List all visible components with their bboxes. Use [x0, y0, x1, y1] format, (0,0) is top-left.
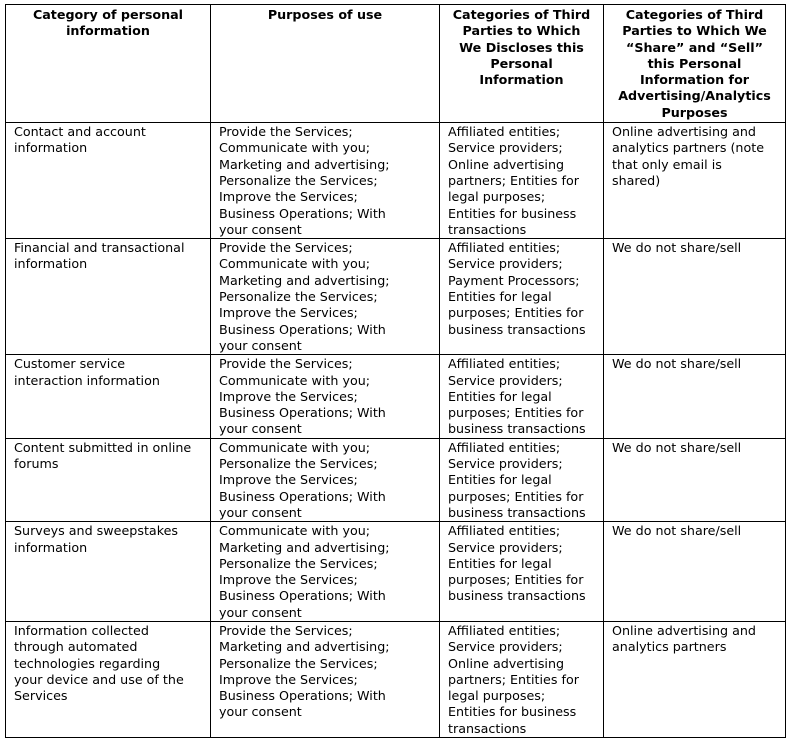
cell-disclose-parties: Affiliated entities; Service providers; Entities for legal purposes; Entities for business transactions [440, 438, 604, 521]
cell-purposes: Provide the Services; Communicate with you; Marketing and advertising; Personalize the Services; Improve the Services; Business Operations; With your consent [211, 239, 440, 355]
cell-purposes: Provide the Services; Communicate with you; Marketing and advertising; Personalize the Services; Improve the Services; Business Operations; With your consent [211, 123, 440, 239]
cell-share-sell-parties: We do not share/sell [604, 438, 786, 521]
header-purposes: Purposes of use [211, 5, 440, 123]
cell-disclose-parties: Affiliated entities; Service providers; Online advertising partners; Entities for legal purposes; Entities for business transactions [440, 621, 604, 737]
table-row [6, 239, 786, 355]
cell-purposes: Communicate with you; Personalize the Services; Improve the Services; Business Operations; With your consent [211, 438, 440, 521]
cell-share-sell-parties: We do not share/sell [604, 355, 786, 438]
cell-share-sell-parties: We do not share/sell [604, 239, 786, 355]
personal-information-table [5, 4, 786, 738]
table-row [6, 438, 786, 521]
header-share-sell-parties: Categories of Third Parties to Which We “Share” and “Sell” this Personal Information for Advertising/Analytics Purposes [604, 5, 786, 123]
cell-category: Contact and account information [6, 123, 211, 239]
table-row [6, 123, 786, 239]
cell-purposes: Provide the Services; Communicate with you; Improve the Services; Business Operations; With your consent [211, 355, 440, 438]
table-row [6, 522, 786, 622]
cell-category: Customer service interaction information [6, 355, 211, 438]
table-row [6, 621, 786, 737]
cell-share-sell-parties: We do not share/sell [604, 522, 786, 622]
table-row [6, 355, 786, 438]
cell-disclose-parties: Affiliated entities; Service providers; Online advertising partners; Entities for legal purposes; Entities for business transactions [440, 123, 604, 239]
cell-purposes: Provide the Services; Marketing and advertising; Personalize the Services; Improve the Services; Business Operations; With your consent [211, 621, 440, 737]
cell-category: Information collected through automated technologies regarding your device and use of the Services [6, 621, 211, 737]
cell-share-sell-parties: Online advertising and analytics partners [604, 621, 786, 737]
cell-category: Content submitted in online forums [6, 438, 211, 521]
cell-category: Surveys and sweepstakes information [6, 522, 211, 622]
cell-disclose-parties: Affiliated entities; Service providers; Entities for legal purposes; Entities for business transactions [440, 355, 604, 438]
privacy-table-container [5, 4, 786, 738]
header-disclose-parties: Categories of Third Parties to Which We Discloses this Personal Information [440, 5, 604, 123]
cell-share-sell-parties: Online advertising and analytics partners (note that only email is shared) [604, 123, 786, 239]
cell-category: Financial and transactional information [6, 239, 211, 355]
table-header-row [6, 5, 786, 123]
cell-disclose-parties: Affiliated entities; Service providers; Payment Processors; Entities for legal purposes; Entities for business transactions [440, 239, 604, 355]
cell-disclose-parties: Affiliated entities; Service providers; Entities for legal purposes; Entities for business transactions [440, 522, 604, 622]
cell-purposes: Communicate with you; Marketing and advertising; Personalize the Services; Improve the Services; Business Operations; With your consent [211, 522, 440, 622]
header-category: Category of personal information [6, 5, 211, 123]
